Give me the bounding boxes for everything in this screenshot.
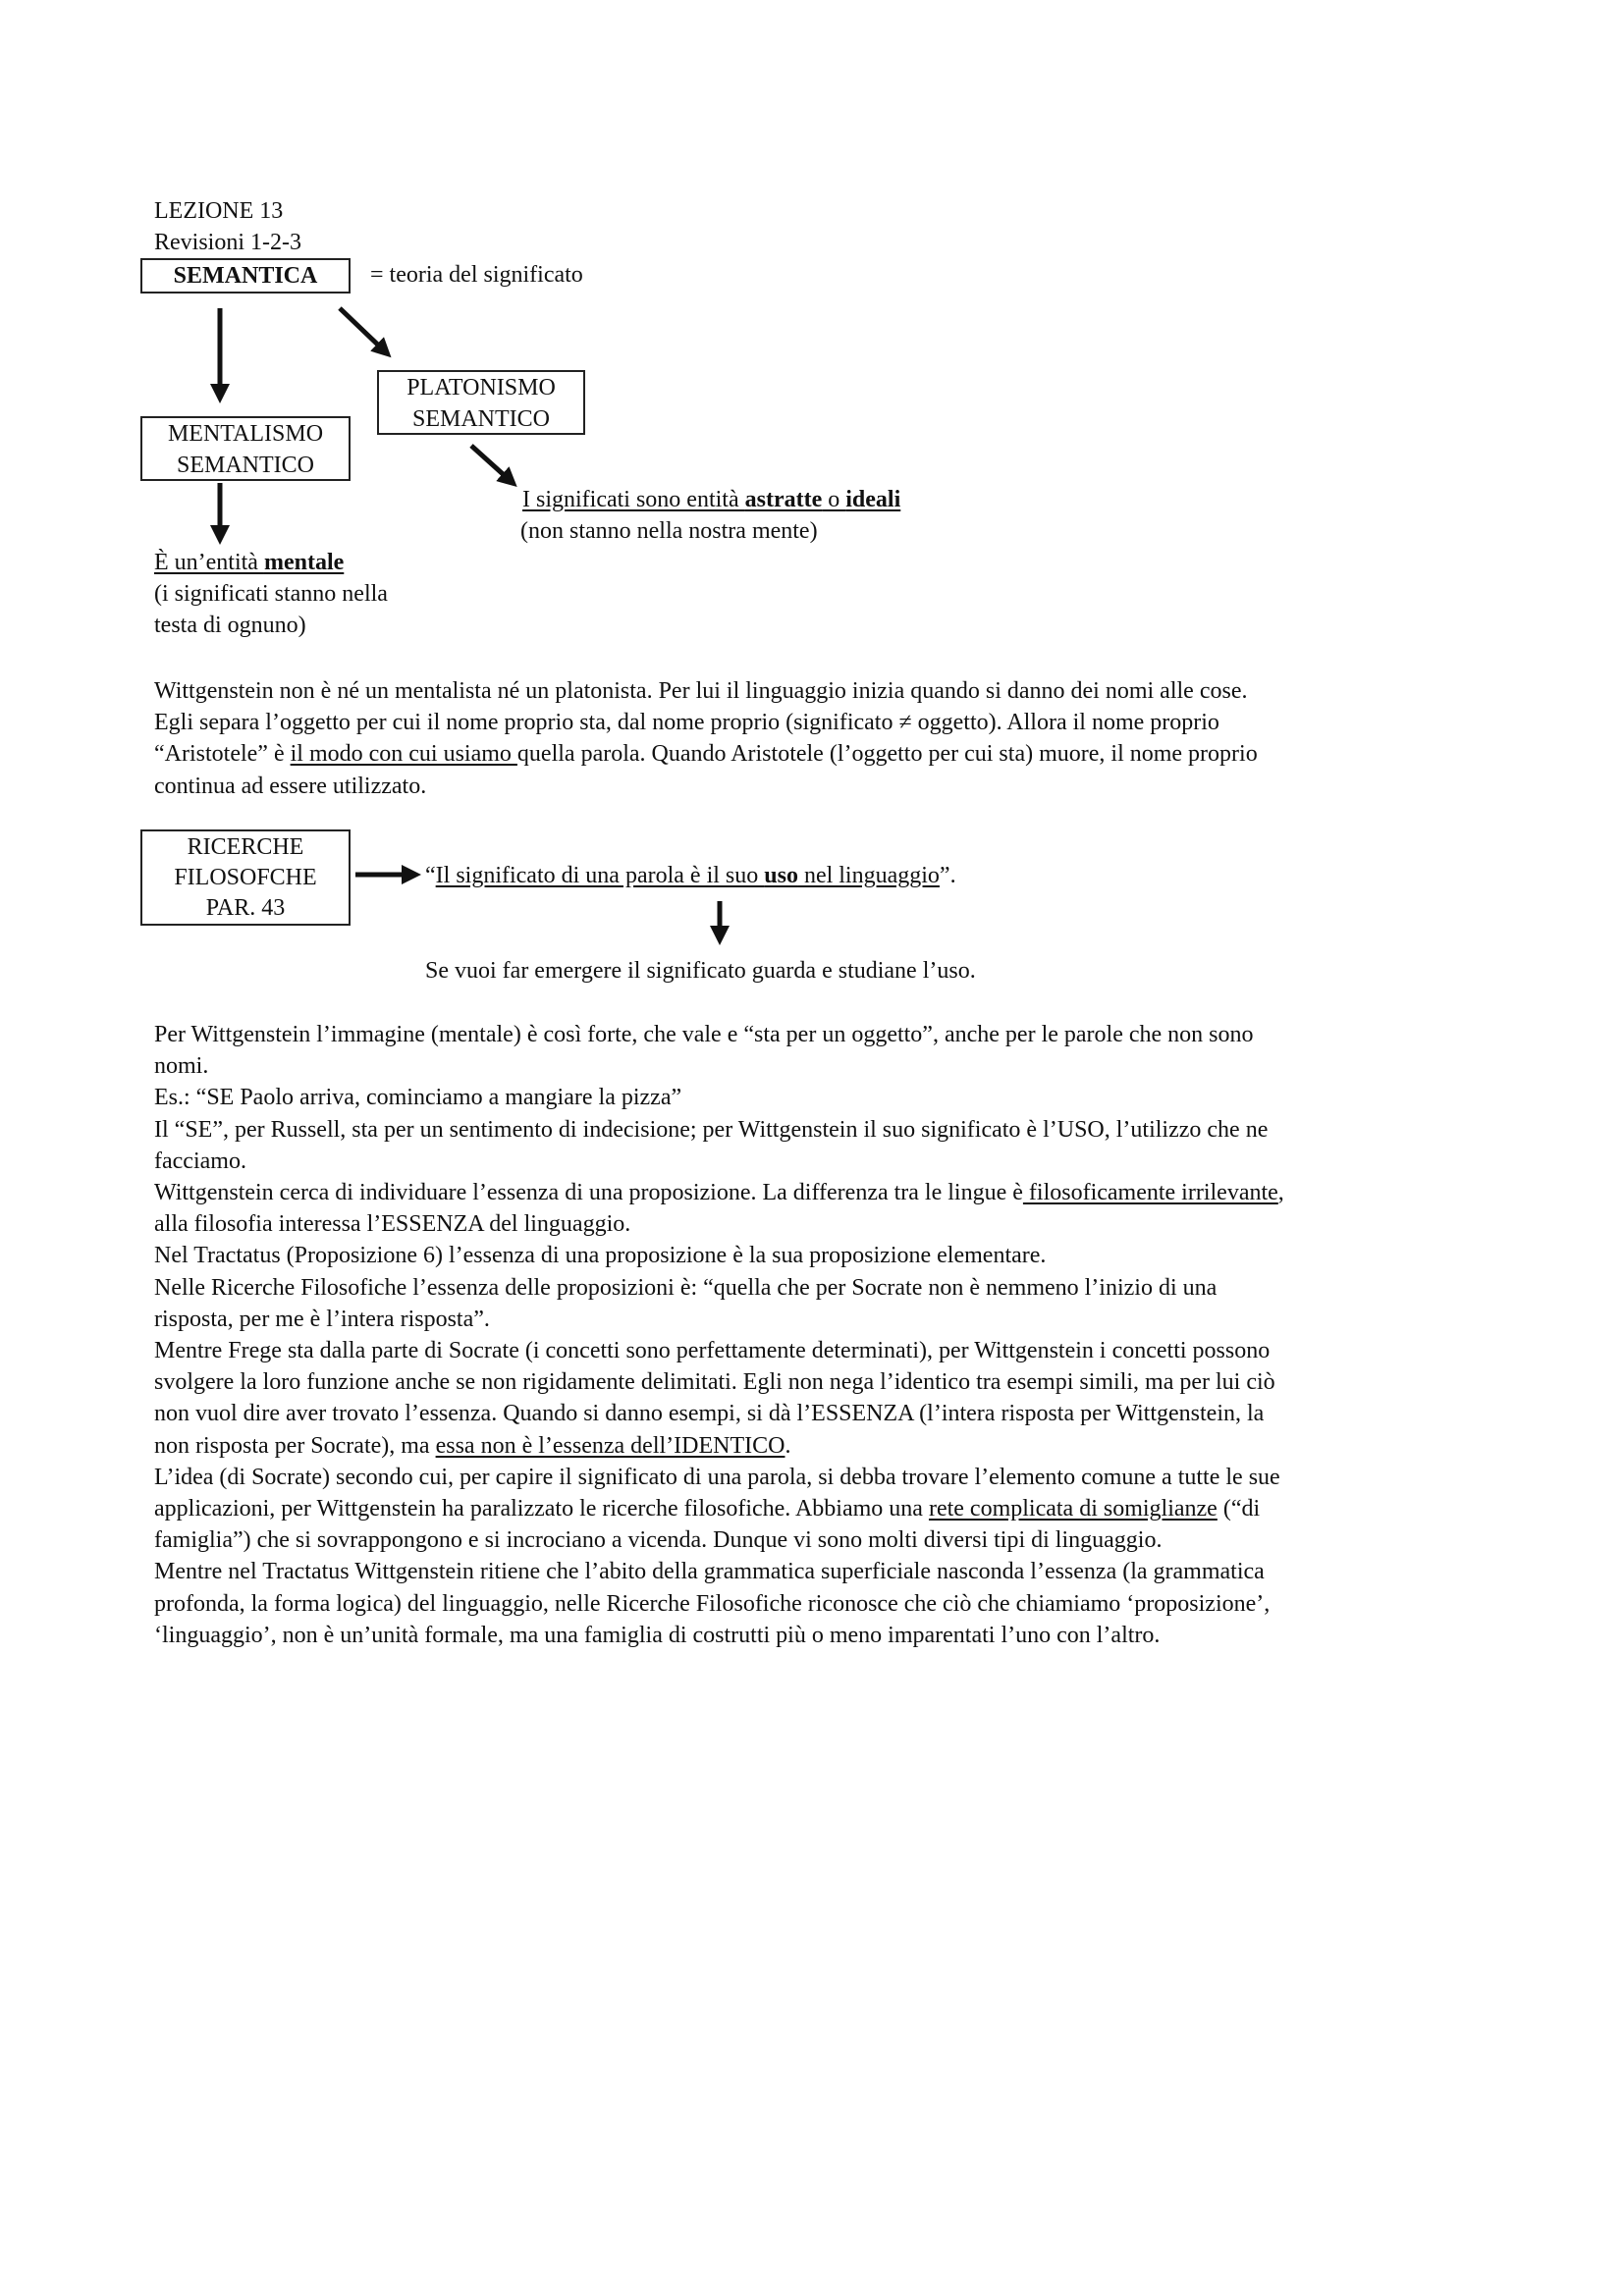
- p4-line2: alla filosofia interessa l’ESSENZA del linguaggio.: [154, 1211, 631, 1238]
- lesson-title: LEZIONE 13: [154, 198, 284, 224]
- p8-line2-underlined: rete complicata di somiglianze: [928, 1496, 1218, 1522]
- semantica-definition: = teoria del significato: [370, 262, 583, 288]
- ricerche-consequence: Se vuoi far emergere il significato guarda e studiane l’uso.: [425, 958, 976, 984]
- mentalismo-line1: MENTALISMO: [167, 421, 324, 447]
- p4-line1-post: ,: [1277, 1180, 1284, 1206]
- revisions-label: Revisioni 1-2-3: [154, 230, 301, 255]
- intro-line-2: Egli separa l’oggetto per cui il nome proprio sta, dal nome proprio (significato ≠ oggetto). Allora il nome proprio: [154, 710, 1219, 736]
- p7-line4: [154, 1430, 1489, 1462]
- intro-line-3-pre: “Aristotele” è: [154, 741, 291, 768]
- p1-line1: Per Wittgenstein l’immagine (mentale) è così forte, che vale e “sta per un oggetto”, anche per le parole che non sono: [154, 1022, 1254, 1047]
- p4-line1-underlined: filosoficamente irrilevante: [1022, 1180, 1278, 1206]
- p3-line2: facciamo.: [154, 1148, 246, 1174]
- p7-line4-pre: non risposta per Socrate), ma: [154, 1432, 436, 1459]
- intro-line-1: Wittgenstein non è né un mentalista né un platonista. Per lui il linguaggio inizia quando si danno dei nomi alle cose.: [154, 678, 1248, 704]
- intro-line-3-post: quella parola. Quando Aristotele (l’oggetto per cui sta) muore, il nome proprio: [516, 741, 1258, 768]
- quote-part1: Il significato di una parola è il suo: [435, 863, 765, 888]
- p7-line4-underlined: essa non è l’essenza dell’IDENTICO: [435, 1432, 785, 1459]
- p7-line2: svolgere la loro funzione anche se non rigidamente delimitati. Egli non nega l’identico tra esempi simili, ma per lui ciò: [154, 1369, 1275, 1396]
- semantica-box: SEMANTICA: [140, 258, 351, 294]
- mentalismo-note-bold: mentale: [263, 550, 345, 575]
- p7-line1: Mentre Frege sta dalla parte di Socrate (i concetti sono perfettamente determinati), per Wittgenstein i concetti possono: [154, 1338, 1271, 1364]
- platonismo-note-bold2: ideali: [845, 487, 901, 512]
- p1-line2: nomi.: [154, 1053, 209, 1080]
- p3-line1: Il “SE”, per Russell, sta per un sentimento di indecisione; per Wittgenstein il suo significato è l’USO, l’utilizzo che ne: [154, 1116, 1269, 1143]
- platonismo-note-pre: I significati sono entità: [522, 487, 745, 512]
- p6-line2: risposta, per me è l’intera risposta”.: [154, 1306, 490, 1332]
- ricerche-line2: FILOSOFCHE: [174, 865, 317, 890]
- p8-line2-pre: applicazioni, per Wittgenstein ha paralizzato le ricerche filosofiche. Abbiamo una: [154, 1496, 929, 1522]
- ricerche-line1: RICERCHE: [187, 834, 304, 860]
- p5: Nel Tractatus (Proposizione 6) l’essenza di una proposizione è la sua proposizione elementare.: [154, 1243, 1047, 1269]
- arrow-platonismo-to-note: [471, 446, 511, 481]
- platonismo-note-mid: o: [822, 487, 846, 512]
- quote-bold-uso: uso: [764, 863, 798, 888]
- platonismo-line1: PLATONISMO: [406, 375, 556, 400]
- p7-line4-post: .: [785, 1432, 791, 1459]
- ricerche-box: [140, 829, 351, 926]
- p8-line3: famiglia”) che si sovrappongono e si incrociano a vicenda. Dunque vi sono molti diversi tipi di linguaggio.: [154, 1527, 1163, 1554]
- mentalismo-note-line3: testa di ognuno): [154, 613, 306, 638]
- quote-part2: nel linguaggio: [797, 863, 940, 888]
- quote-close: ”.: [939, 863, 956, 888]
- intro-line-3-underlined: il modo con cui usiamo: [290, 741, 517, 768]
- p7-line3: non vuol dire aver trovato l’essenza. Quando si danno esempi, si dà l’ESSENZA (l’intera risposta per Wittgenstein, la: [154, 1401, 1265, 1427]
- p4-line1-pre: Wittgenstein cerca di individuare l’essenza di una proposizione. La differenza tra le lingue è: [154, 1180, 1023, 1206]
- p9-line3: ‘linguaggio’, non è un’unità formale, ma una famiglia di costrutti più o meno imparentati l’uno con l’altro.: [154, 1622, 1161, 1648]
- p6-line1: Nelle Ricerche Filosofiche l’essenza delle proposizioni è: “quella che per Socrate non è nemmeno l’inizio di una: [154, 1274, 1218, 1301]
- p8-line1: L’idea (di Socrate) secondo cui, per capire il significato di una parola, si debba trovare l’elemento comune a tutte le sue: [154, 1464, 1280, 1490]
- p2: Es.: “SE Paolo arriva, cominciamo a mangiare la pizza”: [154, 1085, 682, 1111]
- platonismo-line2: SEMANTICO: [411, 406, 550, 432]
- mentalismo-line2: SEMANTICO: [176, 453, 314, 478]
- body-text: [154, 1019, 1489, 1651]
- quote-open: “: [425, 863, 436, 888]
- intro-paragraph: [154, 675, 1489, 802]
- mentalismo-note-line2: (i significati stanno nella: [154, 581, 388, 607]
- p8-line2-post: (“di: [1217, 1496, 1261, 1522]
- intro-line-3: [154, 738, 1489, 770]
- p4-line1: [154, 1177, 1489, 1208]
- ricerche-line3: PAR. 43: [205, 895, 286, 921]
- arrow-semantica-to-platonismo: [340, 308, 385, 351]
- p8-line2: [154, 1493, 1489, 1524]
- platonismo-note-bold1: astratte: [744, 487, 823, 512]
- p9-line2: profonda, la forma logica) del linguaggio, nelle Ricerche Filosofiche riconosce che ciò che chiamiamo ‘proposizione’,: [154, 1590, 1271, 1617]
- intro-line-4: continua ad essere utilizzato.: [154, 773, 427, 799]
- mentalismo-note-pre: È un’entità: [154, 550, 264, 575]
- ricerche-quote: [425, 861, 956, 890]
- p9-line1: Mentre nel Tractatus Wittgenstein ritiene che l’abito della grammatica superficiale nasconda l’essenza (la grammatica: [154, 1559, 1265, 1585]
- platonismo-note-line2: (non stanno nella nostra mente): [520, 518, 818, 544]
